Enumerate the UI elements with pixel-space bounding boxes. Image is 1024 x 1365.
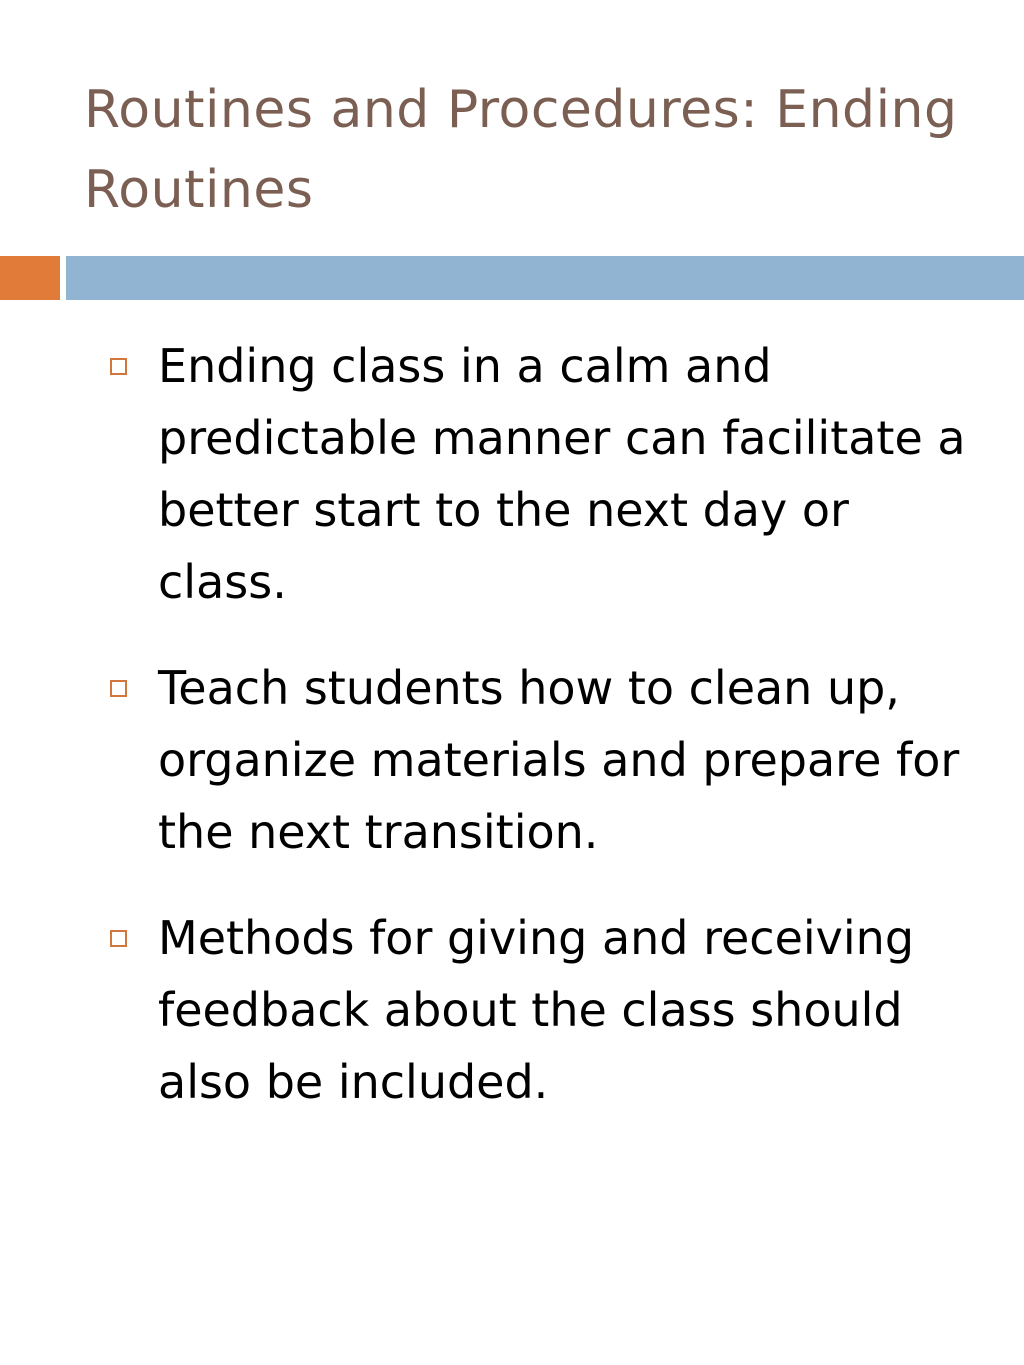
slide-title: Routines and Procedures: Ending Routines — [84, 80, 958, 220]
bullet-list — [110, 330, 990, 1152]
bullet-item — [110, 330, 990, 618]
bullet-item — [110, 652, 990, 868]
bullet-item — [110, 902, 990, 1118]
accent-square — [0, 256, 60, 300]
bullet-text: Methods for giving and receiving feedback about the class should also be included. — [158, 911, 915, 1109]
accent-bar — [66, 256, 1024, 300]
bullet-text: Teach students how to clean up, organize materials and prepare for the next transition. — [158, 661, 960, 859]
hollow-square-icon — [110, 930, 127, 947]
bullet-text: Ending class in a calm and predictable manner can facilitate a better start to the next day or class. — [158, 339, 966, 609]
hollow-square-icon — [110, 358, 127, 375]
hollow-square-icon — [110, 680, 127, 697]
